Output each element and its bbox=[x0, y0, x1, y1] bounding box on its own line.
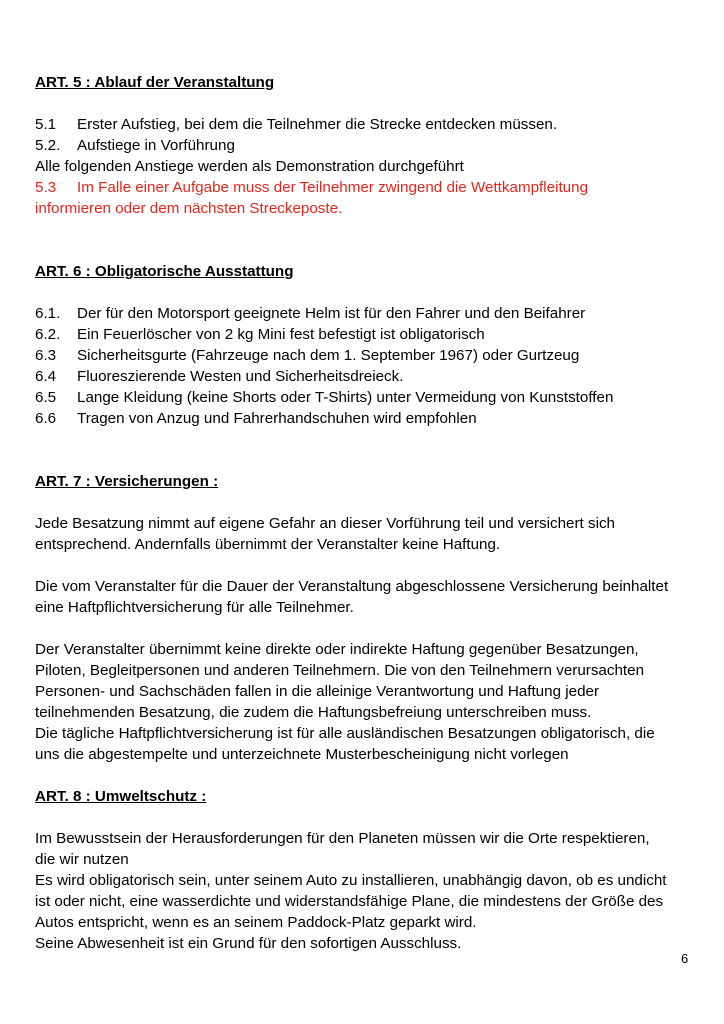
paragraph-line: Die vom Veranstalter für die Dauer der Veranstaltung abgeschlossene Versicherung beinhaltet bbox=[35, 578, 669, 595]
paragraph-line: die wir nutzen bbox=[35, 851, 129, 868]
paragraph-line: teilnehmenden Besatzung, die zudem die Haftungsbefreiung unterschreiben muss. bbox=[35, 704, 592, 721]
item-number: 6.4 bbox=[35, 368, 57, 385]
list-item bbox=[35, 408, 695, 429]
item-text: Fluoreszierende Westen und Sicherheitsdreieck. bbox=[77, 368, 404, 385]
paragraph-line: Es wird obligatorisch sein, unter seinem Auto zu installieren, unabhängig davon, ob es undicht bbox=[35, 872, 667, 889]
item-number: 5.2. bbox=[35, 137, 61, 154]
item-text: Aufstiege in Vorführung bbox=[77, 137, 235, 154]
item-text-continued: informieren oder dem nächsten Streckeposte. bbox=[35, 200, 343, 217]
paragraph-line: ist oder nicht, eine wasserdichte und widerstandsfähige Plane, die mindestens der Größe des bbox=[35, 893, 664, 910]
art8-heading: ART. 8 : Umweltschutz : bbox=[35, 788, 207, 805]
item-text: Im Falle einer Aufgabe muss der Teilnehmer zwingend die Wettkampfleitung bbox=[77, 179, 589, 196]
art5-heading: ART. 5 : Ablauf der Veranstaltung bbox=[35, 74, 275, 91]
paragraph-line: eine Haftpflichtversicherung für alle Teilnehmer. bbox=[35, 599, 354, 616]
item-number: 5.1 bbox=[35, 116, 57, 133]
item-number: 6.2. bbox=[35, 326, 61, 343]
paragraph-line: Piloten, Begleitpersonen und anderen Teilnehmern. Die von den Teilnehmern verursachten bbox=[35, 662, 645, 679]
list-item bbox=[35, 387, 695, 408]
paragraph-line: Die tägliche Haftpflichtversicherung ist für alle ausländischen Besatzungen obligatorisch, die bbox=[35, 725, 655, 742]
item-number: 6.5 bbox=[35, 389, 57, 406]
paragraph-line: Personen- und Sachschäden fallen in die alleinige Verantwortung und Haftung jeder bbox=[35, 683, 600, 700]
item-text: Lange Kleidung (keine Shorts oder T-Shirts) unter Vermeidung von Kunststoffen bbox=[77, 389, 614, 406]
item-number: 6.3 bbox=[35, 347, 57, 364]
list-item bbox=[35, 366, 695, 387]
art7-heading: ART. 7 : Versicherungen : bbox=[35, 473, 219, 490]
paragraph-line: Im Bewusstsein der Herausforderungen für den Planeten müssen wir die Orte respektieren, bbox=[35, 830, 650, 847]
list-item-red bbox=[35, 177, 695, 198]
page-number: 6 bbox=[681, 951, 689, 966]
list-item bbox=[35, 324, 695, 345]
list-item bbox=[35, 114, 695, 135]
item-text: Tragen von Anzug und Fahrerhandschuhen wird empfohlen bbox=[77, 410, 477, 427]
item-text: Ein Feuerlöscher von 2 kg Mini fest befestigt ist obligatorisch bbox=[77, 326, 485, 343]
item-text: Der für den Motorsport geeignete Helm ist für den Fahrer und den Beifahrer bbox=[77, 305, 586, 322]
paragraph-line: Der Veranstalter übernimmt keine direkte oder indirekte Haftung gegenüber Besatzungen, bbox=[35, 641, 639, 658]
item-number: 5.3 bbox=[35, 179, 57, 196]
art5-note: Alle folgenden Anstiege werden als Demonstration durchgeführt bbox=[35, 158, 464, 175]
item-number: 6.1. bbox=[35, 305, 61, 322]
paragraph-line: uns die abgestempelte und unterzeichnete Musterbescheinigung nicht vorlegen bbox=[35, 746, 569, 763]
list-item bbox=[35, 303, 695, 324]
item-number: 6.6 bbox=[35, 410, 57, 427]
list-item bbox=[35, 345, 695, 366]
item-text: Erster Aufstieg, bei dem die Teilnehmer die Strecke entdecken müssen. bbox=[77, 116, 558, 133]
paragraph-line: Jede Besatzung nimmt auf eigene Gefahr an dieser Vorführung teil und versichert sich bbox=[35, 515, 615, 532]
paragraph-line: entsprechend. Andernfalls übernimmt der Veranstalter keine Haftung. bbox=[35, 536, 501, 553]
paragraph-line: Autos entspricht, wenn es an seinem Paddock-Platz geparkt wird. bbox=[35, 914, 477, 931]
art6-heading: ART. 6 : Obligatorische Ausstattung bbox=[35, 263, 294, 280]
document-page bbox=[35, 72, 695, 954]
item-text: Sicherheitsgurte (Fahrzeuge nach dem 1. September 1967) oder Gurtzeug bbox=[77, 347, 580, 364]
paragraph-line: Seine Abwesenheit ist ein Grund für den sofortigen Ausschluss. bbox=[35, 935, 462, 952]
list-item bbox=[35, 135, 695, 156]
